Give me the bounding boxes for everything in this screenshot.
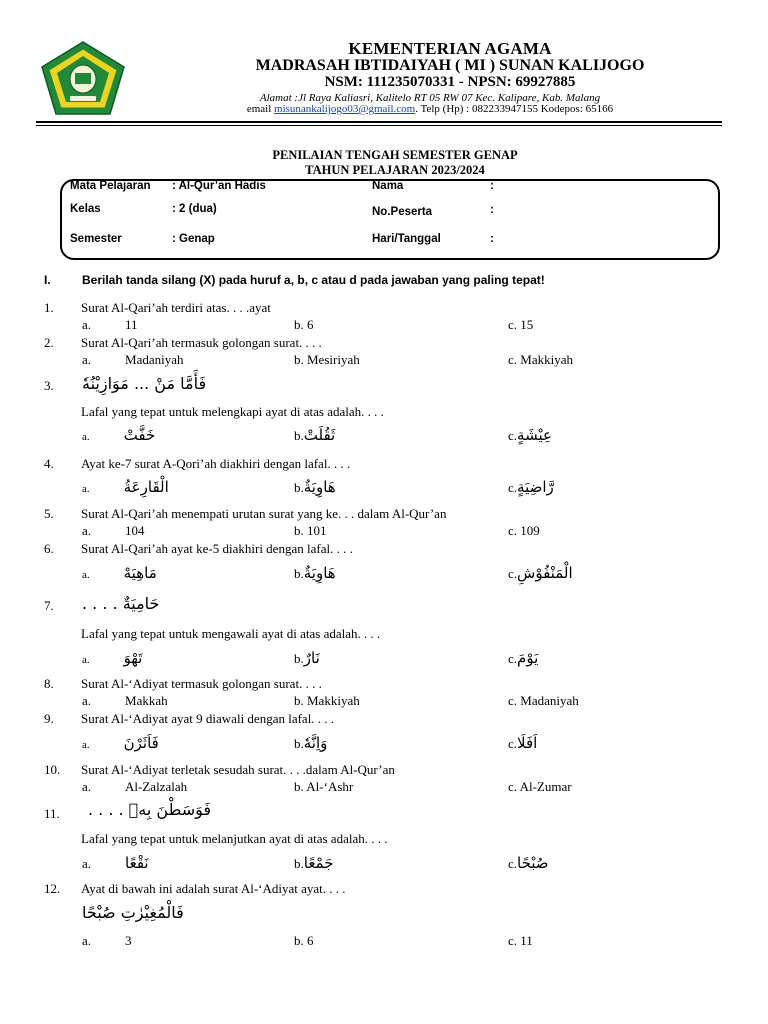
option-a-value: الْقَارِعَةُ (123, 478, 169, 496)
option-b-label: b. (294, 480, 304, 495)
option-b-label: b. (294, 523, 304, 538)
option-b-value: ثَقُلَتْ (303, 426, 336, 444)
option-b-value: Al-‘Ashr (306, 779, 354, 794)
option-a-label: a. (82, 483, 90, 495)
option-a[interactable] (82, 352, 184, 368)
question-number: 7. (44, 598, 54, 613)
exam-title: PENILAIAN TENGAH SEMESTER GENAP (272, 148, 518, 162)
option-c-label: c. (508, 480, 518, 495)
phone-postcode: . Telp (Hp) : 082233947155 Kodepos: 65166 (415, 103, 614, 115)
arabic-verse: حَامِيَةٌ . . . . (82, 594, 160, 613)
school-name: MADRASAH IBTIDAIYAH ( MI ) SUNAN KALIJOGO (255, 57, 645, 74)
option-c-value: Al-Zumar (519, 779, 572, 794)
option-c-label: c. (508, 317, 518, 332)
option-c-label: c. (508, 352, 518, 367)
option-c-label: c. (508, 651, 518, 666)
option-b[interactable] (294, 478, 336, 496)
contact-line (180, 103, 680, 115)
option-c-value: عِيْشَةٍ (517, 426, 552, 444)
option-c[interactable] (508, 649, 538, 667)
option-a-value: فَاَثَرْنَ (123, 734, 159, 752)
option-b-label: b. (294, 651, 304, 666)
option-a[interactable] (82, 734, 159, 752)
option-b-value: هَاوِيَةٌ (303, 478, 336, 496)
option-b[interactable] (294, 523, 327, 539)
option-c[interactable] (508, 734, 537, 752)
option-a-label: a. (82, 779, 92, 794)
option-a-value: 11 (125, 317, 138, 332)
date-label: Hari/Tanggal (372, 233, 441, 245)
question-number: 12. (44, 881, 61, 896)
option-c[interactable] (508, 693, 579, 709)
question-number: 2. (44, 335, 54, 350)
option-a-value: خَفَّتْ (123, 426, 156, 444)
option-a-value: مَاهِيَهْ (123, 564, 157, 582)
question-number: 5. (44, 506, 54, 521)
option-c-label: c. (508, 856, 518, 871)
option-c-label: c. (508, 428, 518, 443)
option-b[interactable] (294, 854, 334, 872)
option-c[interactable] (508, 317, 533, 333)
option-b-value: 6 (307, 933, 314, 948)
option-c[interactable] (508, 352, 573, 368)
email-label: email (246, 103, 272, 115)
option-c[interactable] (508, 854, 549, 872)
option-b-label: b. (294, 428, 304, 443)
option-b-value: 6 (307, 317, 314, 332)
option-b-value: جَمْعًا (303, 854, 334, 872)
option-a-label: a. (82, 693, 92, 708)
option-c-label: c. (508, 933, 518, 948)
question-number: 9. (44, 711, 54, 726)
option-a[interactable] (82, 854, 149, 872)
arabic-verse: فَالْمُغِيْرٰتِ صُبْحًا (82, 903, 184, 922)
question-text: Surat Al-Qari’ah menempati urutan surat yang ke. . . dalam Al-Qur’an (81, 506, 447, 521)
arabic-verse: فَأَمَّا مَنْ ... مَوَازِيْنُهٗ (82, 374, 207, 393)
question-text: Surat Al-Qari’ah termasuk golongan surat. . . . (81, 335, 322, 350)
option-b-label: b. (294, 736, 304, 751)
option-b-label: b. (294, 352, 304, 367)
option-a-label: a. (82, 739, 90, 751)
question-number: 6. (44, 541, 54, 556)
option-b-label: b. (294, 693, 304, 708)
option-a-value: تَهْوَ (123, 649, 143, 667)
option-b-label: b. (294, 856, 304, 871)
question-text: Surat Al-Qari’ah ayat ke-5 diakhiri dengan lafal. . . . (81, 541, 353, 556)
option-a-label: a. (82, 654, 90, 666)
arabic-verse: فَوَسَطْنَ بِهٖ . . . . (88, 800, 212, 819)
question-text: Lafal yang tepat untuk melengkapi ayat di atas adalah. . . . (81, 404, 384, 419)
email-link[interactable]: misunankalijogo03@gmail.com (274, 103, 416, 115)
option-a[interactable] (82, 693, 168, 709)
option-b[interactable] (294, 933, 314, 949)
option-b[interactable] (294, 426, 335, 444)
option-a[interactable] (82, 426, 155, 444)
option-b[interactable] (294, 564, 336, 582)
question-text: Surat Al-‘Adiyat termasuk golongan surat. . . . (81, 676, 322, 691)
option-a[interactable] (82, 317, 138, 333)
participant-number-field[interactable]: : (490, 204, 494, 216)
option-b-value: وَاِنَّهٗ (303, 734, 328, 752)
question-text: Lafal yang tepat untuk mengawali ayat di atas adalah. . . . (81, 626, 381, 641)
class-label: Kelas (70, 203, 101, 215)
option-c-value: الْمَنْفُوْشِ (517, 564, 573, 582)
option-a[interactable] (82, 478, 169, 496)
question-number: 8. (44, 676, 54, 691)
name-field[interactable]: : (490, 180, 494, 192)
option-b-value: 101 (307, 523, 327, 538)
exam-year: TAHUN PELAJARAN 2023/2024 (305, 163, 485, 177)
option-a-label: a. (82, 431, 90, 443)
option-a-value: 104 (125, 523, 145, 538)
question-text: Lafal yang tepat untuk melanjutkan ayat di atas adalah. . . . (81, 831, 388, 846)
question-text: Surat Al-‘Adiyat ayat 9 diawali dengan lafal. . . . (81, 711, 335, 726)
question-number: 1. (44, 300, 54, 315)
option-a-value: Makkah (125, 693, 168, 708)
option-a-label: a. (82, 317, 92, 332)
question-number: 4. (44, 456, 54, 471)
question-text: Ayat ke-7 surat A-Qori’ah diakhiri dengan lafal. . . . (81, 456, 351, 471)
subject-label: Mata Pelajaran (70, 180, 151, 192)
school-address: Alamat :Jl Raya Kaliasri, Kalitelo RT 05 RW 07 Kec. Kalipare, Kab. Malang (259, 92, 601, 104)
option-c[interactable] (508, 933, 533, 949)
option-b-value: Makkiyah (307, 693, 360, 708)
option-a-label: a. (82, 352, 92, 367)
option-c-value: صُبْحًا (517, 854, 549, 872)
option-a-value: Madaniyah (125, 352, 184, 367)
option-c-value: 15 (520, 317, 534, 332)
option-b-label: b. (294, 933, 304, 948)
question-text: Ayat di bawah ini adalah surat Al-‘Adiyat ayat. . . . (81, 881, 346, 896)
header-divider (36, 121, 722, 123)
class-value: : 2 (dua) (172, 203, 217, 215)
question-number: 11. (44, 806, 60, 821)
participant-number-label: No.Peserta (372, 206, 433, 218)
semester-value: : Genap (172, 233, 215, 245)
option-a-label: a. (82, 569, 90, 581)
option-a[interactable] (82, 779, 187, 795)
option-c-value: Madaniyah (520, 693, 579, 708)
option-c-label: c. (508, 693, 518, 708)
option-c[interactable] (508, 478, 554, 496)
option-b[interactable] (294, 352, 360, 368)
option-a-value: Al-Zalzalah (125, 779, 188, 794)
option-c-value: رَّاضِيَةٍ (517, 478, 554, 496)
option-b-value: Mesiriyah (307, 352, 360, 367)
option-c[interactable] (508, 564, 573, 582)
option-b[interactable] (294, 779, 353, 795)
option-c-label: c. (508, 566, 518, 581)
option-a[interactable] (82, 933, 132, 949)
option-b-label: b. (294, 317, 304, 332)
option-b-label: b. (294, 779, 304, 794)
madrasah-logo (38, 40, 128, 118)
option-c-label: c. (508, 779, 518, 794)
option-a[interactable] (82, 564, 157, 582)
option-b[interactable] (294, 693, 360, 709)
subject-value: : Al-Qur’an Hadis (172, 180, 266, 192)
option-b[interactable] (294, 734, 327, 752)
option-c-value: يَوْمَ (517, 649, 539, 667)
option-b[interactable] (294, 317, 314, 333)
semester-label: Semester (70, 233, 122, 245)
option-a-label: a. (82, 856, 92, 871)
option-c[interactable] (508, 523, 540, 539)
question-number: 10. (44, 762, 61, 777)
ministry-title: KEMENTERIAN AGAMA (348, 39, 552, 58)
option-b-label: b. (294, 566, 304, 581)
option-c-value: 109 (520, 523, 540, 538)
option-a-label: a. (82, 523, 92, 538)
option-b[interactable] (294, 649, 320, 667)
option-a-value: نَقْعًا (125, 854, 149, 872)
option-a[interactable] (82, 523, 145, 539)
option-c-value: 11 (520, 933, 533, 948)
school-nsm: NSM: 111235070331 - NPSN: 69927885 (324, 74, 576, 90)
option-c-label: c. (508, 523, 518, 538)
option-c-value: Makkiyah (520, 352, 573, 367)
section-number: I. (44, 273, 51, 287)
option-a-label: a. (82, 933, 92, 948)
header-divider-thin (36, 125, 722, 126)
option-a[interactable] (82, 649, 142, 667)
option-b-value: هَاوِيَةٌ (303, 564, 336, 582)
option-c-value: اَفَلَا (517, 734, 538, 752)
option-a-value: 3 (125, 933, 132, 948)
option-b-value: نَارٌ (303, 649, 320, 667)
question-number: 3. (44, 378, 54, 393)
name-label: Nama (372, 180, 404, 192)
option-c[interactable] (508, 779, 572, 795)
option-c[interactable] (508, 426, 552, 444)
date-field[interactable]: : (490, 233, 494, 245)
question-text: Surat Al-‘Adiyat terletak sesudah surat. . . .dalam Al-Qur’an (81, 762, 395, 777)
option-c-label: c. (508, 736, 518, 751)
section-instruction: Berilah tanda silang (X) pada huruf a, b, c atau d pada jawaban yang paling tepat! (82, 273, 545, 287)
question-text: Surat Al-Qari’ah terdiri atas. . . .ayat (81, 300, 271, 315)
